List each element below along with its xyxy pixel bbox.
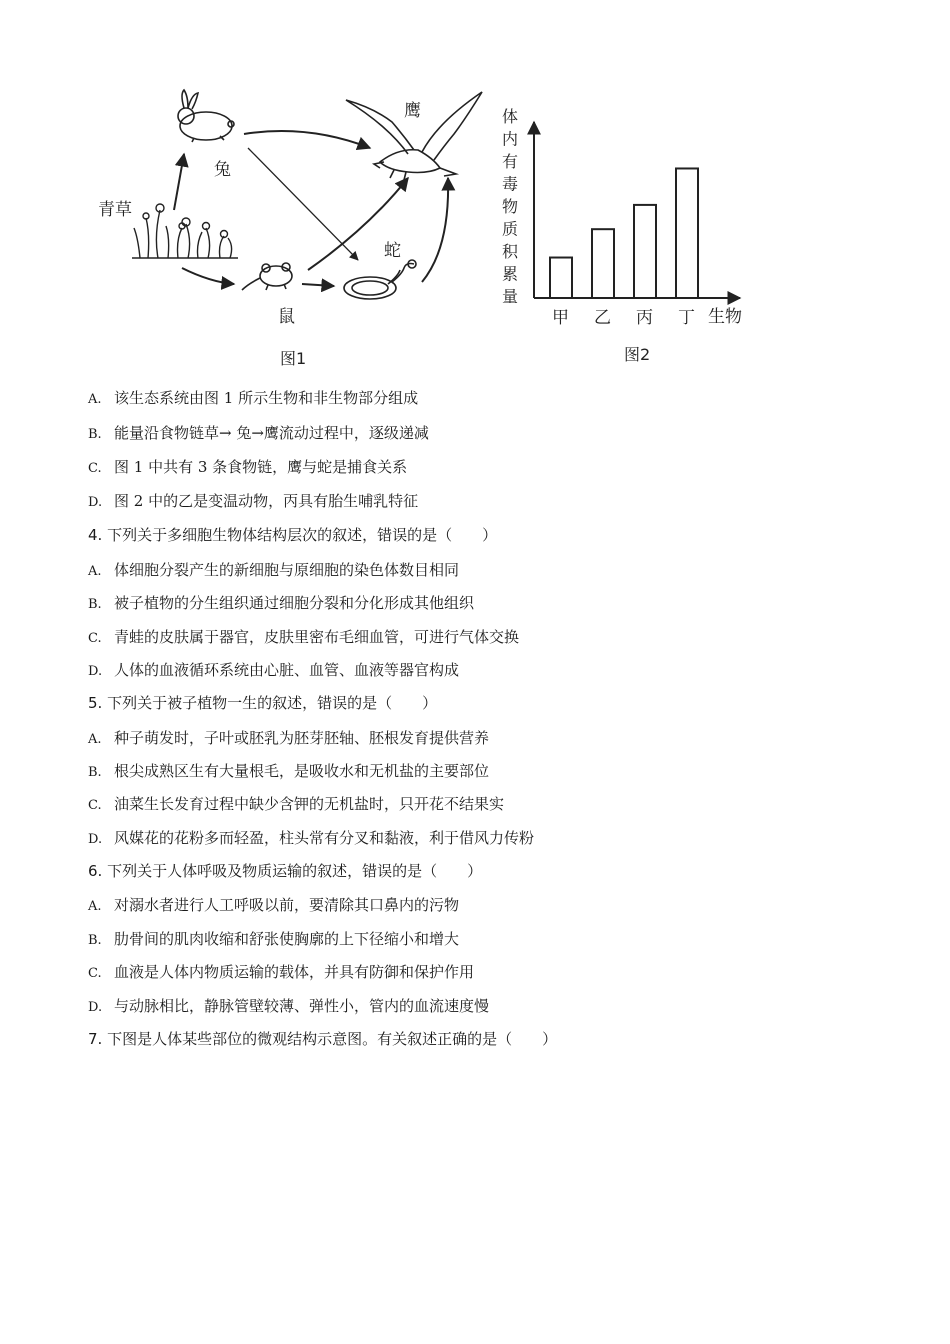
- rabbit-icon: [178, 90, 234, 142]
- option-text: 与动脉相比，静脉管壁较薄、弹性小，管内的血流速度慢: [114, 997, 490, 1015]
- option-letter: A.: [88, 564, 102, 579]
- option-text: 人体的血液循环系统由心脏、血管、血液等器官构成: [114, 661, 460, 679]
- q4-option-d: [88, 660, 459, 682]
- q6-option-a: [88, 895, 459, 917]
- q4-option-a: [88, 560, 459, 582]
- figure2-caption: 图2: [624, 345, 651, 364]
- option-text: 根尖成熟区生有大量根毛，是吸收水和无机盐的主要部位: [114, 762, 490, 780]
- option-text: 体细胞分裂产生的新细胞与原细胞的染色体数目相同: [114, 561, 460, 579]
- bar-丙: [634, 205, 656, 298]
- q3-option-c: [88, 457, 407, 479]
- bar-乙: [592, 229, 614, 298]
- label-mouse: 鼠: [278, 307, 295, 327]
- q6-option-b: [88, 929, 459, 951]
- label-grass: 青草: [98, 200, 132, 220]
- option-text: 油菜生长发育过程中缺少含钾的无机盐时，只开花不结果实: [114, 795, 505, 813]
- figures-svg: [88, 78, 768, 378]
- bar-丁: [676, 168, 698, 298]
- option-letter: C.: [88, 631, 102, 646]
- option-text: 图 1 中共有 3 条食物链，鹰与蛇是捕食关系: [114, 458, 408, 476]
- option-letter: A.: [88, 899, 102, 914]
- option-letter: D.: [88, 832, 103, 847]
- question-number: 6.: [88, 862, 103, 880]
- option-text: 肋骨间的肌肉收缩和舒张使胸廓的上下径缩小和增大: [114, 930, 460, 948]
- option-text: 该生态系统由图 1 所示生物和非生物部分组成: [114, 389, 419, 407]
- question-number: 7.: [88, 1030, 103, 1048]
- option-letter: D.: [88, 495, 103, 510]
- question-text: 下列关于多细胞生物体结构层次的叙述，错误的是（ ）: [107, 526, 498, 544]
- option-letter: B.: [88, 765, 102, 780]
- option-letter: A.: [88, 732, 102, 747]
- question-number: 5.: [88, 694, 103, 712]
- option-text: 青蛙的皮肤属于器官，皮肤里密布毛细血管，可进行气体交换: [114, 628, 520, 646]
- option-letter: C.: [88, 966, 102, 981]
- q5-stem: [88, 693, 437, 713]
- q6-option-d: [88, 996, 489, 1018]
- option-text: 种子萌发时，子叶或胚乳为胚芽胚轴、胚根发育提供营养: [114, 729, 490, 747]
- tick-label-乙: 乙: [594, 308, 611, 328]
- label-rabbit: 兔: [214, 160, 231, 180]
- q5-option-a: [88, 728, 489, 750]
- option-letter: D.: [88, 1000, 103, 1015]
- option-letter: B.: [88, 933, 102, 948]
- label-eagle: 鹰: [404, 101, 421, 121]
- y-axis-label: 体内有毒物质积累量: [502, 107, 519, 306]
- question-text: 下图是人体某些部位的微观结构示意图。有关叙述正确的是（ ）: [107, 1030, 558, 1048]
- bar-chart: [502, 107, 742, 364]
- option-text: 图 2 中的乙是变温动物，丙具有胎生哺乳特征: [114, 492, 419, 510]
- question-text: 下列关于被子植物一生的叙述，错误的是（ ）: [107, 694, 438, 712]
- question-number: 4.: [88, 526, 103, 544]
- q7-stem: [88, 1029, 557, 1049]
- figure1-caption: 图1: [280, 349, 307, 368]
- q5-option-b: [88, 761, 489, 783]
- snake-icon: [344, 260, 416, 299]
- q4-stem: [88, 525, 497, 545]
- bar-甲: [550, 258, 572, 298]
- figure-area: [88, 78, 768, 378]
- option-letter: B.: [88, 597, 102, 612]
- tick-label-丁: 丁: [678, 308, 695, 328]
- option-letter: A.: [88, 392, 102, 407]
- option-text: 血液是人体内物质运输的载体，并具有防御和保护作用: [114, 963, 475, 981]
- q4-option-c: [88, 627, 519, 649]
- q3-option-a: [88, 388, 418, 410]
- tick-label-甲: 甲: [552, 308, 569, 328]
- option-text: 风媒花的花粉多而轻盈，柱头常有分叉和黏液，利于借风力传粉: [114, 829, 535, 847]
- q3-option-b: [88, 423, 429, 445]
- q6-option-c: [88, 962, 474, 984]
- question-text: 下列关于人体呼吸及物质运输的叙述，错误的是（ ）: [107, 862, 483, 880]
- q3-option-d: [88, 491, 418, 513]
- q4-option-b: [88, 593, 474, 615]
- option-text: 能量沿食物链草→ 兔→鹰流动过程中，逐级递减: [114, 424, 429, 442]
- label-snake: 蛇: [384, 241, 401, 261]
- tick-label-丙: 丙: [636, 308, 653, 328]
- option-text: 被子植物的分生组织通过细胞分裂和分化形成其他组织: [114, 594, 475, 612]
- food-web-diagram: [98, 90, 482, 368]
- option-letter: C.: [88, 461, 102, 476]
- x-axis-label: 生物: [708, 307, 742, 327]
- q6-stem: [88, 861, 482, 881]
- grass-icon: [132, 204, 238, 258]
- q5-option-d: [88, 828, 534, 850]
- q5-option-c: [88, 794, 504, 816]
- option-text: 对溺水者进行人工呼吸以前，要清除其口鼻内的污物: [114, 896, 460, 914]
- option-letter: B.: [88, 427, 102, 442]
- option-letter: D.: [88, 664, 103, 679]
- mouse-icon: [242, 263, 292, 290]
- option-letter: C.: [88, 798, 102, 813]
